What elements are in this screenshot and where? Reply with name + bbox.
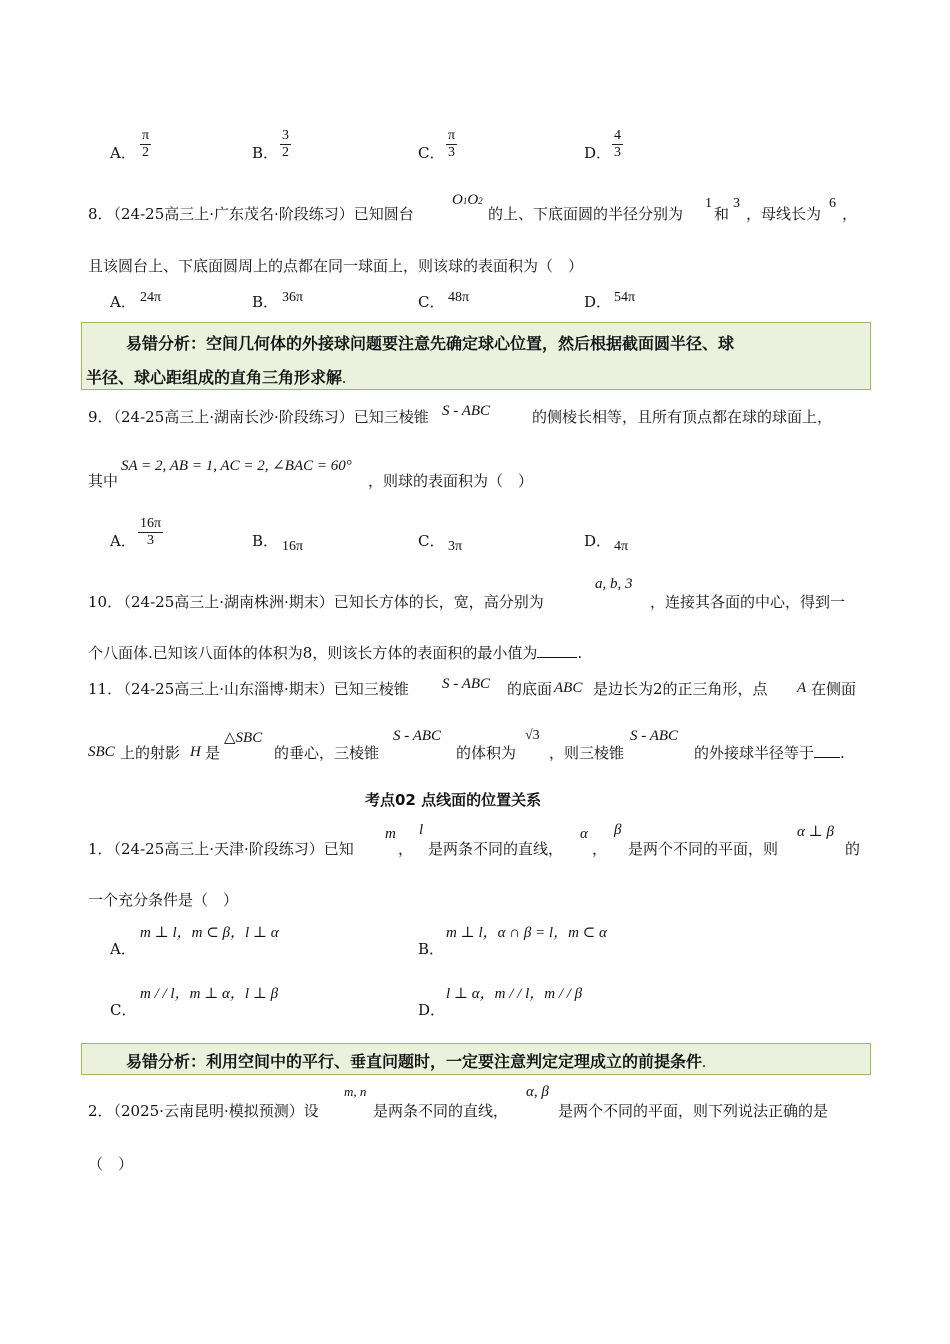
q9-source: （24-25高三上·湖南长沙·阶段练习）已知三棱锥 (106, 408, 429, 426)
p1-text-2: 是两个不同的平面，则 (628, 840, 779, 858)
q11-triangle: △SBC (224, 730, 263, 746)
p1-text-1: 是两条不同的直线， (428, 840, 564, 858)
p1-option-a-expr: m ⊥ l，m ⊂ β，l ⊥ α (140, 925, 279, 941)
q9-option-d-value: 4π (614, 539, 629, 554)
q9-option-a-label: A． (110, 532, 136, 550)
q8-line-2: 且该圆台上、下底面圆周上的点都在同一球面上，则该球的表面积为（ ） (88, 257, 584, 275)
q8-text-3: ，母线长为 (746, 205, 822, 223)
q10-text-1: ，连接其各面的中心，得到一 (650, 593, 846, 611)
q8-option-d-value: 54π (614, 290, 636, 305)
q11-text-6: 的垂心，三棱锥 (274, 744, 380, 762)
q9-text-2: 其中 (88, 472, 119, 490)
q11-number: 11． (88, 680, 123, 698)
p1-option-a-label: A． (110, 940, 136, 958)
option-c-fraction: $\frac{\pi}{3}$ (448, 128, 456, 160)
p1-option-d-expr: l ⊥ α，m / / l，m / / β (446, 986, 583, 1002)
p1-line-2: 一个充分条件是（ ） (88, 891, 239, 909)
option-b-fraction: $\frac{3}{2}$ (282, 128, 289, 160)
p2-line-2: （ ） (88, 1155, 134, 1173)
q8-number: 8． (88, 205, 113, 223)
q8-option-c-label: C． (418, 293, 445, 311)
q10-line-2: 个八面体.已知该八面体的体积为8，则该长方体的表面积的最小值为 . (88, 644, 583, 662)
q8-r2: 3 (733, 196, 740, 211)
section-heading: 考点02 点线面的位置关系 (365, 791, 542, 809)
q10-dimensions: a, b, 3 (595, 576, 633, 592)
q11-text-8: ，则三棱锥 (549, 744, 625, 762)
p2-number: 2． (88, 1102, 113, 1120)
q8-text-2: 和 (714, 205, 730, 223)
box2-text: 易错分析：利用空间中的平行、垂直问题时，一定要注意判定定理成立的前提条件. (126, 1052, 707, 1071)
q11-text-2: 是边长为2的正三角形，点 (593, 680, 768, 698)
answer-blank[interactable] (814, 743, 840, 758)
p1-option-b-label: B． (418, 940, 445, 958)
option-c-label: C． (418, 144, 445, 162)
option-a-label: A． (110, 144, 136, 162)
p1-option-b-expr: m ⊥ l，α ∩ β = l，m ⊂ α (446, 925, 607, 941)
q10-number: 10． (88, 593, 123, 611)
p1-comma-1: ， (398, 840, 414, 858)
q11-text-5: 是 (205, 744, 221, 762)
p2-alpha-beta: α, β (526, 1084, 549, 1100)
q9-option-c-value: 3π (448, 539, 463, 554)
q8-option-c-value: 48π (448, 290, 470, 305)
q11-text-1: 的底面 (507, 680, 553, 698)
q11-abc: ABC (554, 680, 583, 696)
q11-pyramid: S - ABC (442, 676, 491, 692)
q11-source: （24-25高三上·山东淄博·期末）已知三棱锥 (116, 680, 409, 698)
q8-option-a-label: A． (110, 293, 136, 311)
q9-option-b-label: B． (252, 532, 279, 550)
q9-option-c-label: C． (418, 532, 445, 550)
p1-text-3: 的 (845, 840, 861, 858)
q8-option-b-value: 36π (282, 290, 304, 305)
option-b-label: B． (252, 144, 279, 162)
q11-sbc: SBC (88, 744, 115, 760)
q8-option-a-value: 24π (140, 290, 162, 305)
q11-h: H (190, 744, 201, 760)
q8-r1: 1 (705, 196, 712, 211)
q11-text-3: 在侧面 (811, 680, 857, 698)
q8-text-1: 的上、下底面圆的半径分别为 (488, 205, 684, 223)
p1-option-c-expr: m / / l，m ⊥ α，l ⊥ β (140, 986, 279, 1002)
p1-m: m (385, 826, 396, 842)
p2-mn: m, n (344, 1084, 367, 1099)
q9-pyramid: S - ABC (442, 403, 491, 419)
p1-comma-2: ， (592, 840, 608, 858)
q9-text-1: 的侧棱长相等，且所有顶点都在球的球面上， (532, 408, 833, 426)
q8-source: （24-25高三上·广东茂名·阶段练习）已知圆台 (106, 205, 414, 223)
option-d-fraction: $\frac{4}{3}$ (614, 128, 621, 160)
q10-source: （24-25高三上·湖南株洲·期末）已知长方体的长，宽，高分别为 (116, 593, 544, 611)
q8-text-4: ， (842, 205, 858, 223)
q11-text-4: 上的射影 (120, 744, 181, 762)
p1-beta: β (614, 822, 622, 838)
p1-source: （24-25高三上·天津·阶段练习）已知 (106, 840, 354, 858)
p1-l: l (419, 822, 424, 838)
p2-text-1: 是两条不同的直线， (373, 1102, 509, 1120)
q8-option-d-label: D． (584, 293, 612, 311)
q9-option-a-fraction: $\frac{16\pi}{3}$ (140, 516, 162, 548)
q11-pyramid-3: S - ABC (630, 728, 679, 744)
q11-point-a: A (797, 680, 807, 696)
box1-line-2: 半径、球心距组成的直角三角形求解. (86, 368, 347, 387)
q11-pyramid-2: S - ABC (393, 728, 442, 744)
q11-volume: √3 (525, 728, 540, 743)
q9-text-3: ，则球的表面积为（ ） (368, 472, 534, 490)
q8-o1o2: O1O2 (452, 192, 483, 208)
answer-blank[interactable] (537, 643, 577, 658)
error-analysis-box-2 (81, 1043, 871, 1075)
q9-number: 9． (88, 408, 113, 426)
p2-source: （2025·云南昆明·模拟预测）设 (106, 1102, 319, 1120)
p1-option-d-label: D． (418, 1001, 446, 1019)
q9-option-b-value: 16π (282, 539, 304, 554)
q8-option-b-label: B． (252, 293, 279, 311)
q9-condition: SA = 2, AB = 1, AC = 2, ∠BAC = 60° (121, 458, 352, 474)
p1-alpha: α (580, 826, 588, 842)
q11-text-9: 的外接球半径等于 . (694, 744, 845, 762)
p1-number: 1． (88, 840, 113, 858)
q9-option-d-label: D． (584, 532, 612, 550)
q11-text-7: 的体积为 (456, 744, 517, 762)
error-analysis-box-1 (81, 322, 871, 390)
box1-line-1: 易错分析：空间几何体的外接球问题要注意先确定球心位置，然后根据截面圆半径、球 (126, 334, 735, 353)
option-d-label: D． (584, 144, 612, 162)
q8-l: 6 (829, 196, 836, 211)
p2-text-2: 是两个不同的平面，则下列说法正确的是 (558, 1102, 829, 1120)
p1-option-c-label: C． (110, 1001, 137, 1019)
option-a-fraction: $\frac{\pi}{2}$ (142, 128, 150, 160)
p1-condition: α ⊥ β (797, 824, 834, 840)
